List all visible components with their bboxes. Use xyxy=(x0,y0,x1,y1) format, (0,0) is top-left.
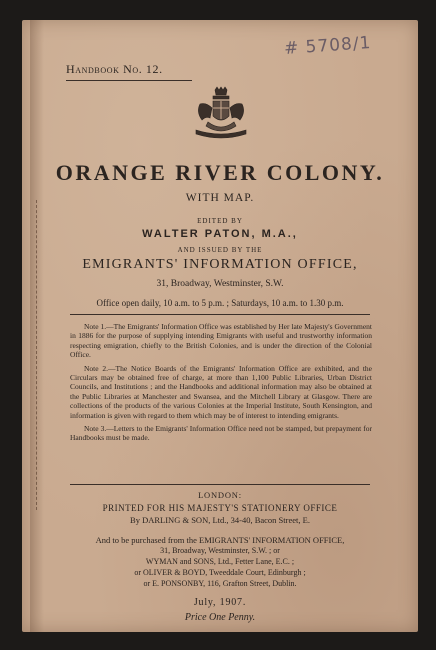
issued-by-label: AND ISSUED BY THE xyxy=(177,246,263,254)
note-2: Note 2.—The Notice Boards of the Emigrants' Information Office are exhibited, and the Circulars may be obtained free of charge, at more than 1,100 Public Libraries, Urban District Councils, and Institutions ; and the Handbooks and additional information may also be obtained at the Public Libraries at Manchester and Swansea, and the Mitchell Library at Glasgow. There are collections of the products of the various Colonies at the Imperial Institute, South Kensington, and information is given with regard to them which may be of interest to intending emigrants. xyxy=(70,363,372,420)
notes-section xyxy=(70,322,372,447)
office-hours: Office open daily, 10 a.m. to 5 p.m. ; Saturdays, 10 a.m. to 1.30 p.m. xyxy=(96,298,344,308)
office-address: 31, Broadway, Westminster, S.W. xyxy=(156,279,284,289)
editor-name: WALTER PATON, M.A., xyxy=(142,228,298,240)
document-title: ORANGE RIVER COLONY. xyxy=(55,160,385,185)
imprint-address: or E. PONSONBY, 116, Grafton Street, Dublin. xyxy=(143,579,297,588)
imprint-purchase-line: And to be purchased from the EMIGRANTS' INFORMATION OFFICE, xyxy=(95,535,345,545)
document-subtitle: WITH MAP. xyxy=(185,192,255,204)
office-name: EMIGRANTS' INFORMATION OFFICE, xyxy=(82,257,358,272)
edited-by-label: EDITED BY xyxy=(197,217,243,225)
handbook-label: Handbook No. 12. xyxy=(66,62,192,81)
publication-date: July, 1907. xyxy=(193,597,247,608)
imprint-printed-for: PRINTED FOR HIS MAJESTY'S STATIONERY OFFICE xyxy=(102,503,338,513)
note-3: Note 3.—Letters to the Emigrants' Information Office need not be stamped, but prepayment for Handbooks must be made. xyxy=(70,424,372,443)
imprint-address: WYMAN and SONS, Ltd., Fetter Lane, E.C. ; xyxy=(145,557,295,566)
pamphlet-cover xyxy=(22,20,418,632)
imprint-printer: By DARLING & SON, Ltd., 34-40, Bacon Street, E. xyxy=(130,515,310,525)
imprint-address: 31, Broadway, Westminster, S.W. ; or xyxy=(160,546,280,555)
divider-top xyxy=(70,314,370,315)
handwritten-note: # 5708/1 xyxy=(283,32,373,60)
imprint-place: LONDON: xyxy=(198,490,242,500)
royal-coat-of-arms-icon xyxy=(188,86,254,142)
imprint-address: or OLIVER & BOYD, Tweeddale Court, Edinburgh ; xyxy=(134,568,306,577)
divider-bottom xyxy=(70,484,370,485)
price-label: Price One Penny. xyxy=(184,612,256,623)
note-1: Note 1.—The Emigrants' Information Office was established by Her late Majesty's Government in 1886 for the purpose of supplying intending Emigrants with useful and trustworthy information respecting emigration, chiefly to the British Colonies, and is under the direction of the Colonial Office. xyxy=(70,322,372,360)
